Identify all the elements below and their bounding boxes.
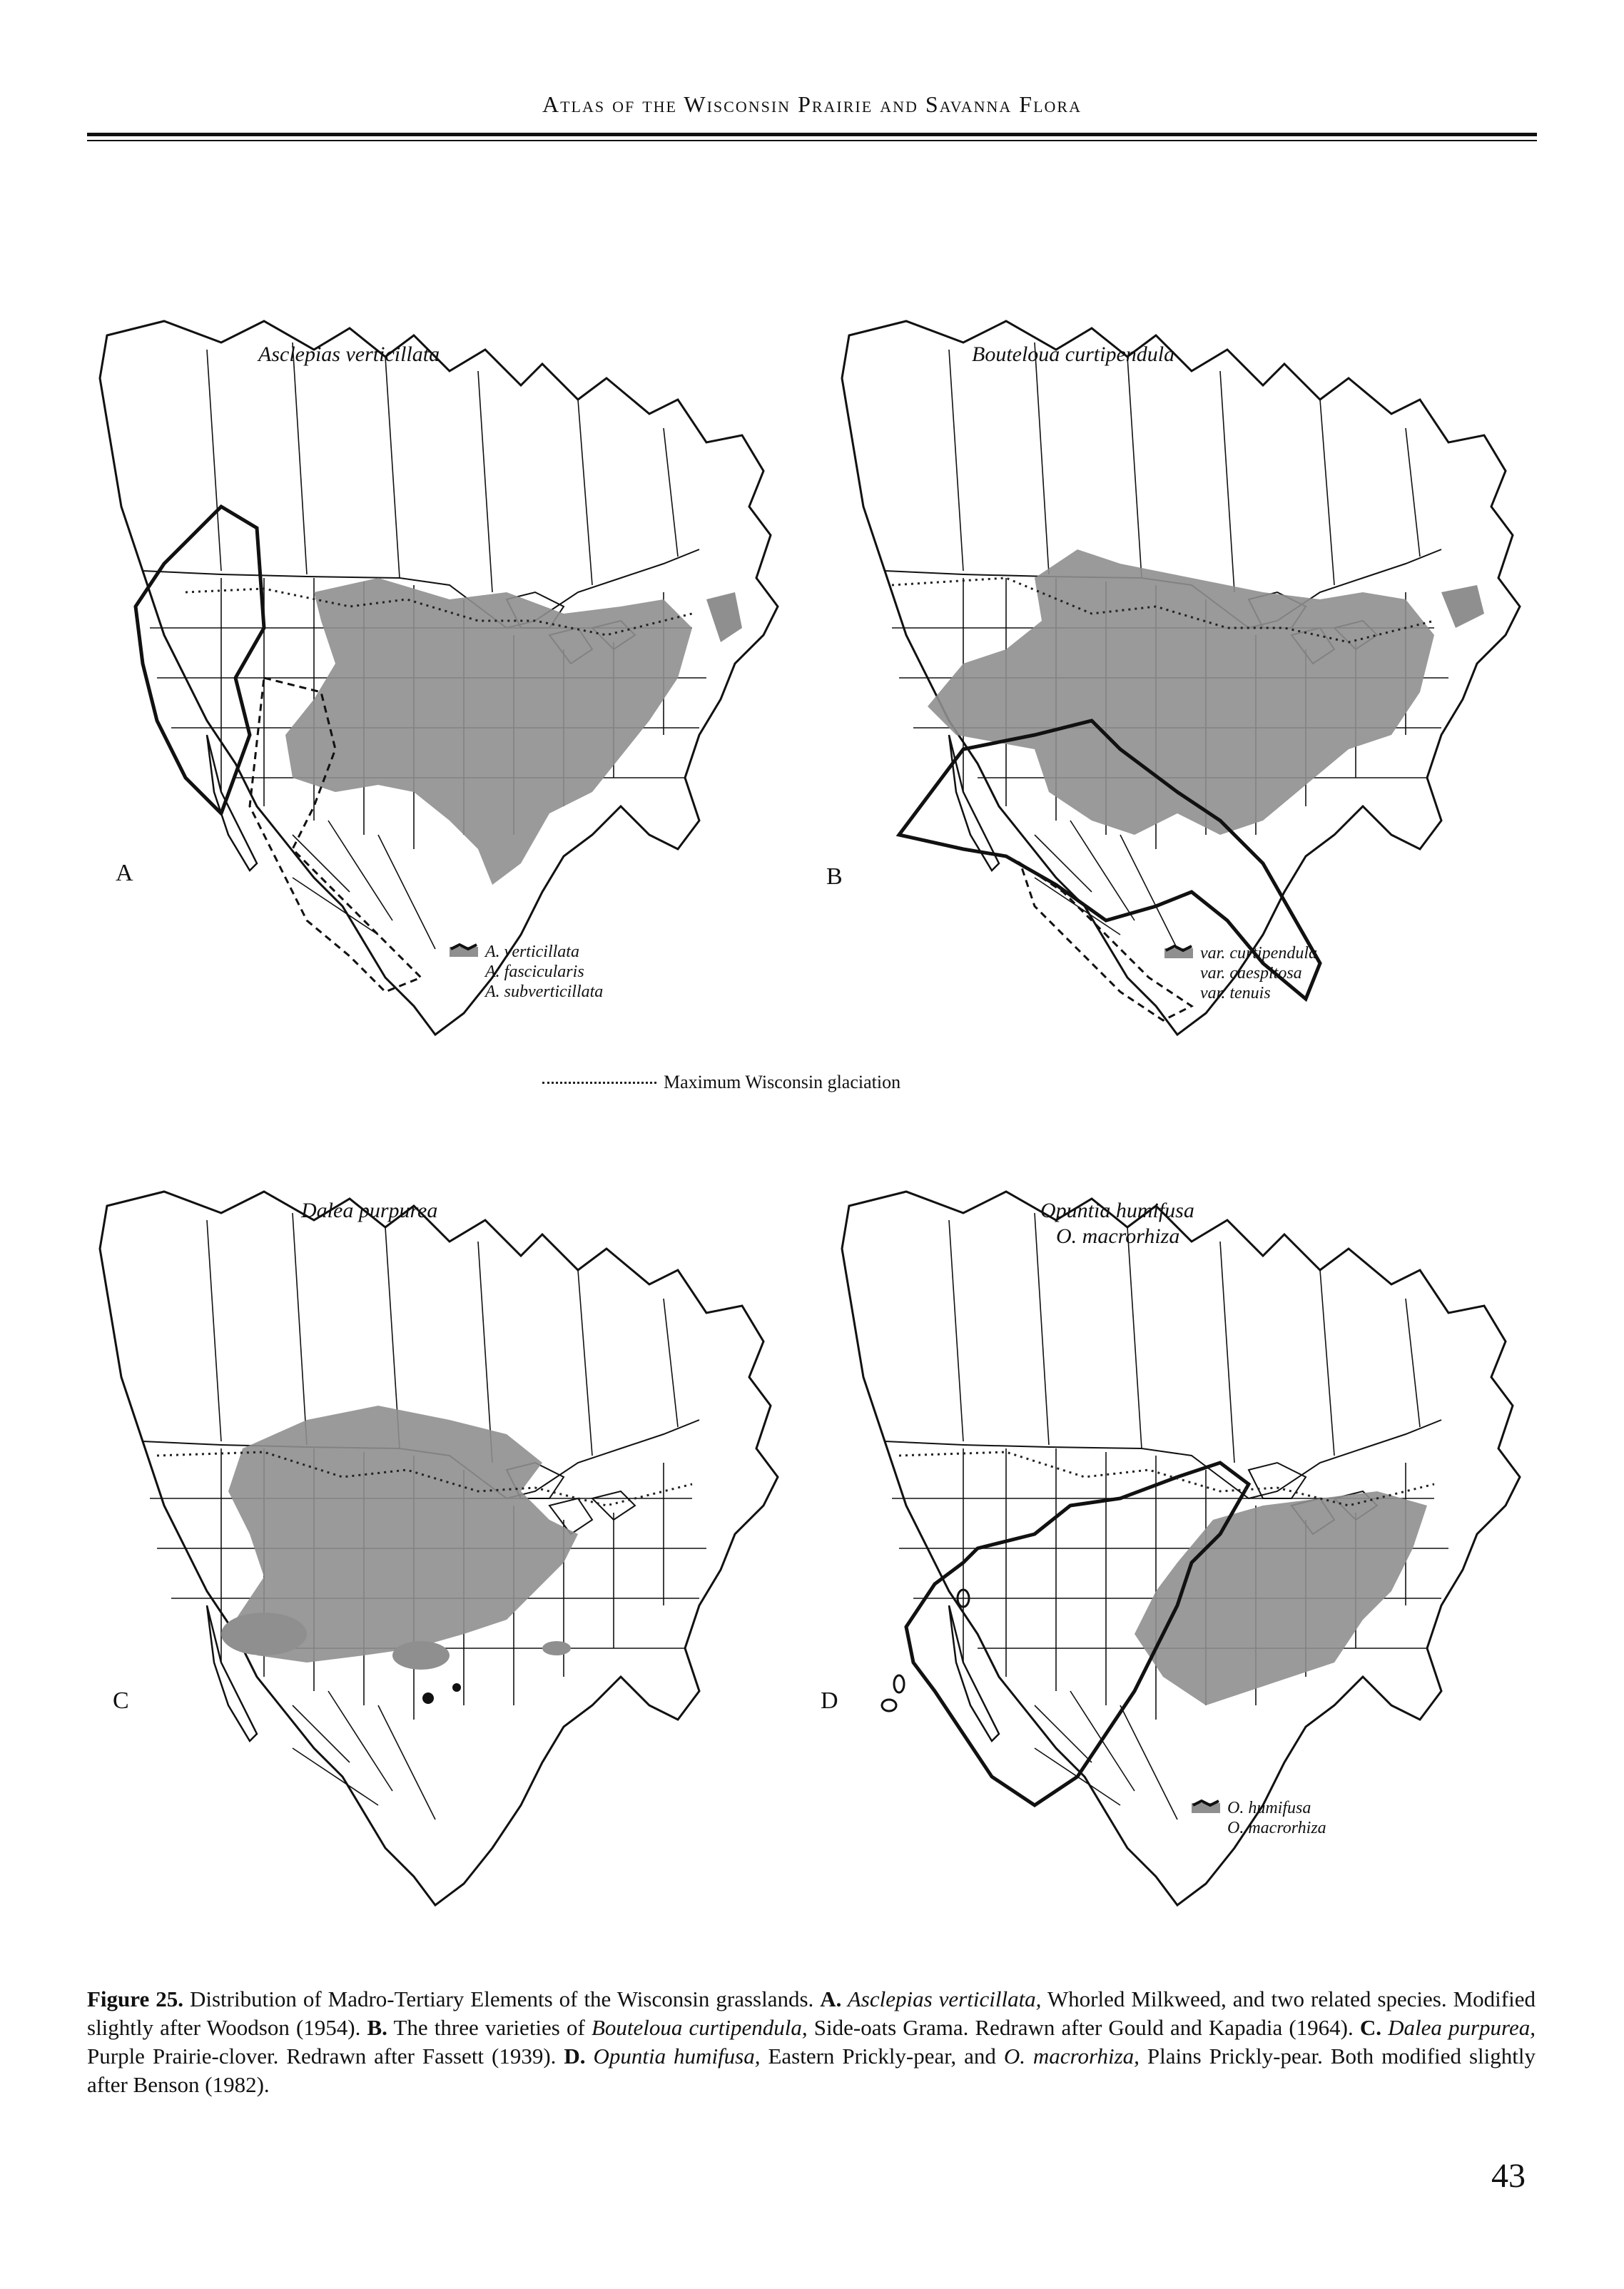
legend-label: A. subverticillata	[485, 983, 604, 1001]
map-panel-d	[821, 1163, 1534, 1969]
legend-item	[1192, 1818, 1326, 1838]
map-b-title: Bouteloua curtipendula	[972, 342, 1175, 366]
map-d-legend	[1192, 1798, 1326, 1838]
legend-label: var. curtipendula	[1200, 944, 1317, 963]
caption-d-species: Opuntia humifusa,	[585, 2044, 761, 2069]
map-a-title: Asclepias verticillata	[258, 342, 440, 366]
legend-item	[1164, 983, 1317, 1003]
legend-swatch-dashed	[1164, 988, 1193, 998]
map-c-graphic	[78, 1163, 792, 1969]
caption-d-text2: Plains Prickly-pear. Both modified slightly after Benson (1982).	[87, 2044, 1536, 2097]
caption-c-species: Dalea purpurea,	[1381, 2015, 1536, 2040]
caption-text: Distribution of Madro-Tertiary Elements of the Wisconsin grasslands.	[183, 1986, 821, 2011]
page-number: 43	[1491, 2157, 1526, 2195]
legend-swatch-solid	[1164, 968, 1193, 978]
map-d-title-line2: O. macrorhiza	[1056, 1224, 1180, 1248]
header-rule-thick	[87, 133, 1537, 136]
legend-item	[1164, 963, 1317, 983]
caption-d-label: D.	[564, 2044, 586, 2069]
map-a-letter: A	[116, 860, 133, 886]
glaciation-dotted-swatch	[542, 1082, 656, 1084]
legend-label: var. caespitosa	[1200, 964, 1302, 983]
map-b-legend	[1164, 943, 1317, 1003]
legend-label: A. verticillata	[485, 943, 579, 961]
legend-swatch-dashed	[450, 987, 478, 997]
map-d-graphic	[821, 1163, 1534, 1969]
legend-label: var. tenuis	[1200, 984, 1271, 1003]
caption-b-text2: Side-oats Grama. Redrawn after Gould and Kapadia (1964).	[807, 2015, 1360, 2040]
map-panel-c	[78, 1163, 792, 1969]
caption-c-text: Purple Prairie-clover. Redrawn after Fassett (1939).	[87, 2044, 564, 2069]
legend-label: A. fascicularis	[485, 963, 584, 981]
legend-label: O. macrorhiza	[1227, 1819, 1326, 1837]
map-c-letter: C	[113, 1687, 129, 1714]
legend-item	[450, 962, 603, 982]
caption-b-label: B.	[367, 2015, 387, 2040]
caption-a-species: Asclepias verticillata,	[841, 1986, 1042, 2011]
caption-a-text: Whorled Milkweed, and two related species. Modified slightly after Woodson (1954).	[87, 1986, 1536, 2040]
caption-d-species2: O. macrorhiza,	[1003, 2044, 1140, 2069]
map-panel-b	[821, 293, 1534, 1099]
legend-label: O. humifusa	[1227, 1799, 1311, 1817]
running-title: Atlas of the Wisconsin Prairie and Savanna Flora	[542, 91, 1082, 117]
map-b-letter: B	[826, 863, 843, 890]
glaciation-legend	[542, 1072, 900, 1093]
legend-swatch-solid	[450, 967, 478, 977]
caption-b-species: Bouteloua curtipendula,	[591, 2015, 808, 2040]
figure-caption	[87, 1985, 1536, 2099]
map-d-letter: D	[821, 1687, 838, 1714]
map-panel-a	[78, 293, 792, 1099]
caption-d-text1: Eastern Prickly-pear, and	[760, 2044, 1004, 2069]
map-a-legend	[450, 942, 603, 1002]
map-a-graphic	[78, 293, 792, 1099]
caption-b-text1: The three varieties of	[387, 2015, 592, 2040]
glaciation-label: Maximum Wisconsin glaciation	[664, 1072, 901, 1092]
legend-swatch-solid	[1192, 1823, 1220, 1833]
caption-figure-label: Figure 25.	[87, 1986, 183, 2011]
map-d-title-line1: Opuntia humifusa	[1040, 1199, 1194, 1222]
header-rule-thin	[87, 140, 1537, 141]
caption-c-label: C.	[1359, 2015, 1381, 2040]
caption-a-label: A.	[820, 1986, 842, 2011]
map-c-title: Dalea purpurea	[301, 1199, 438, 1222]
legend-item	[450, 982, 603, 1002]
